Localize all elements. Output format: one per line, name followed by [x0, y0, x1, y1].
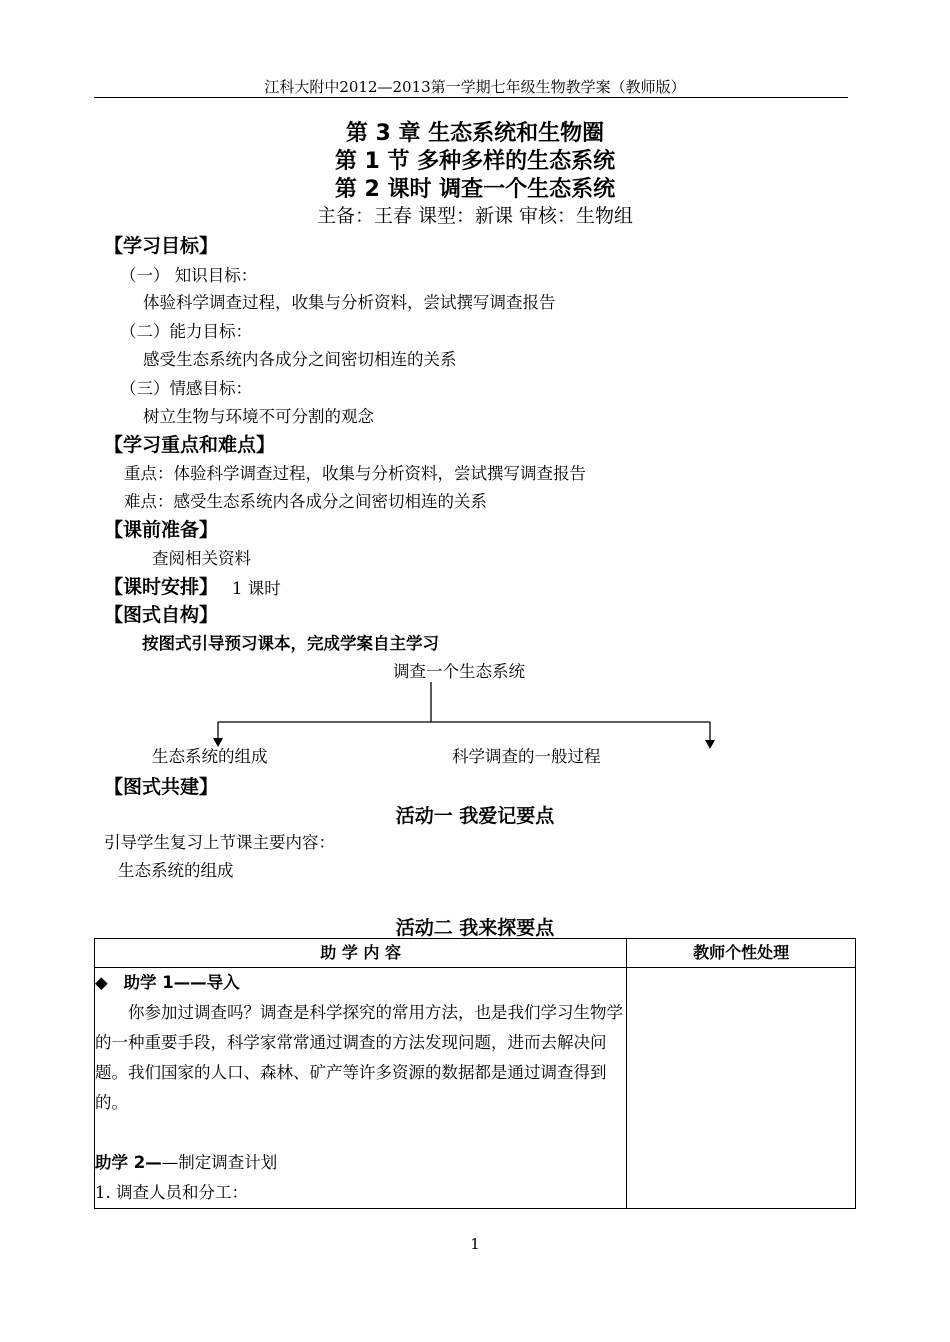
help1-text: 你参加过调查吗？调查是科学探究的常用方法，也是我们学习生物学的一种重要手段，科学家常常通过调查的方法发现问题，进而去解决问题。我们国家的人口、森林、矿产等许多资源的数据都是通过调查得到的。: [95, 1003, 623, 1112]
teacher-notes-cell[interactable]: [627, 968, 856, 1209]
goals-heading: 【学习目标】: [104, 235, 219, 257]
col-teacher-header: 教师个性处理: [627, 939, 856, 968]
header-rule: [94, 97, 848, 98]
diagram-right-node: 科学调查的一般过程: [452, 747, 601, 766]
chapter-title: 第 3 章 生态系统和生物圈: [345, 121, 605, 146]
co-build-heading: 【图式共建】: [104, 776, 219, 798]
page-number: 1: [470, 1235, 480, 1253]
key-point: 重点：体验科学调查过程，收集与分析资料，尝试撰写调查报告: [124, 464, 586, 483]
knowledge-text: 体验科学调查过程，收集与分析资料，尝试撰写调查报告: [143, 293, 556, 312]
diagram-root-node: 调查一个生态系统: [391, 658, 527, 682]
ability-label: （二）能力目标：: [120, 322, 252, 341]
lesson-title: 第 2 课时 调查一个生态系统: [334, 177, 616, 202]
activity2-title: 活动二 我来探要点: [395, 917, 555, 939]
ability-text: 感受生态系统内各成分之间密切相连的关系: [143, 350, 457, 369]
emotion-text: 树立生物与环境不可分割的观念: [143, 407, 374, 426]
difficult-point: 难点：感受生态系统内各成分之间密切相连的关系: [124, 492, 487, 511]
section-title: 第 1 节 多种多样的生态系统: [334, 149, 616, 174]
self-build-instruction: 按图式引导预习课本，完成学案自主学习: [142, 634, 439, 653]
activity2-table: [94, 938, 856, 1209]
diamond-bullet-icon: ◆: [95, 973, 108, 992]
diagram-right-arrow-icon: [705, 740, 715, 749]
blank-line: [95, 1118, 626, 1148]
prep-heading: 【课前准备】: [104, 519, 219, 541]
diagram-left-node: 生态系统的组成: [152, 747, 268, 766]
activity1-intro: 引导学生复习上节课主要内容：: [104, 833, 335, 852]
schedule-heading: 【课时安排】: [104, 576, 219, 598]
page-header: 江科大附中2012—2013第一学期七年级生物教学案（教师版）: [264, 78, 686, 96]
emotion-label: （三）情感目标：: [120, 379, 252, 398]
help2-rest: —制定调查计划: [161, 1153, 278, 1172]
activity1-item: 生态系统的组成: [118, 861, 234, 880]
table-header-row: [95, 939, 856, 968]
activity1-title: 活动一 我爱记要点: [395, 805, 555, 827]
prep-text: 查阅相关资料: [152, 549, 251, 568]
help2-heading: [95, 1148, 626, 1178]
meta-line: 主备：王春 课型：新课 审核：生物组: [316, 205, 634, 227]
knowledge-label: （一） 知识目标：: [120, 266, 258, 285]
help2-bold: 助学 2—: [95, 1153, 162, 1172]
help1-title: 助学 1——导入: [123, 973, 240, 992]
content-cell: [95, 968, 627, 1209]
col-content-header: 助 学 内 容: [95, 939, 627, 968]
keypoints-heading: 【学习重点和难点】: [104, 434, 276, 456]
table-row: [95, 968, 856, 1209]
schedule-text: 1 课时: [232, 579, 281, 598]
self-build-heading: 【图式自构】: [104, 604, 219, 626]
help1-heading: [95, 968, 626, 998]
item1-text: 1. 调查人员和分工：: [95, 1183, 248, 1202]
